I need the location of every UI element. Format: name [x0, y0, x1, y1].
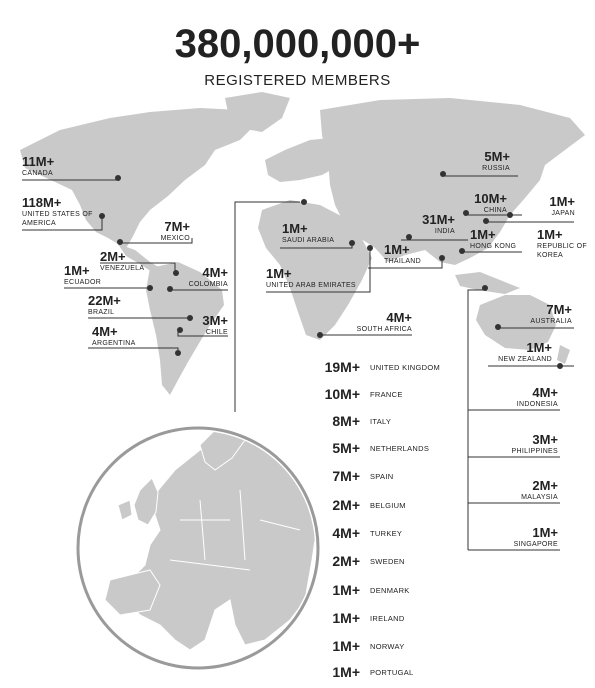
region-label-india: 31M+ INDIA — [422, 212, 455, 235]
region-label-uae: 1M+ UNITED ARAB EMIRATES — [266, 266, 356, 289]
region-label-china: 10M+ CHINA — [474, 191, 507, 214]
europe-row-norway: 1M+ NORWAY — [332, 638, 405, 654]
region-label-japan: 1M+ JAPAN — [549, 194, 575, 217]
europe-row-turkey: 4M+ TURKEY — [332, 525, 403, 541]
newzealand-shape — [557, 345, 570, 364]
north-america-shape — [20, 108, 255, 250]
region-label-venezuela: 2M+ VENEZUELA — [100, 249, 145, 272]
europe-zoom — [78, 428, 318, 668]
region-label-indonesia: 4M+ INDONESIA — [516, 385, 558, 408]
region-label-australia: 7M+ AUSTRALIA — [530, 302, 572, 325]
region-label-newzealand: 1M+ NEW ZEALAND — [498, 340, 552, 363]
region-label-colombia: 4M+ COLOMBIA — [188, 265, 228, 288]
region-label-brazil: 22M+ BRAZIL — [88, 293, 121, 316]
europe-row-netherlands: 5M+ NETHERLANDS — [332, 440, 430, 456]
region-label-canada: 11M+ CANADA — [22, 154, 55, 177]
region-label-usa: 118M+ UNITED STATES OF AMERICA — [22, 195, 93, 227]
region-label-saudi: 1M+ SAUDI ARABIA — [282, 221, 335, 244]
europe-row-italy: 8M+ ITALY — [332, 413, 392, 429]
europe-row-sweden: 2M+ SWEDEN — [332, 553, 405, 569]
region-label-singapore: 1M+ SINGAPORE — [513, 525, 558, 548]
region-label-hongkong: 1M+ HONG KONG — [470, 227, 517, 250]
europe-row-france: 10M+ FRANCE — [324, 386, 403, 402]
europe-row-portugal: 1M+ PORTUGAL — [332, 664, 414, 680]
europe-row-belgium: 2M+ BELGIUM — [332, 497, 406, 513]
region-label-thailand: 1M+ THAILAND — [384, 242, 422, 265]
europe-row-spain: 7M+ SPAIN — [332, 468, 394, 484]
region-label-malaysia: 2M+ MALAYSIA — [521, 478, 558, 501]
total-members-label: REGISTERED MEMBERS — [204, 72, 391, 89]
region-label-mexico: 7M+ MEXICO — [160, 219, 190, 242]
islands-shape — [455, 272, 520, 294]
europe-row-ireland: 1M+ IRELAND — [332, 610, 405, 626]
total-members-count: 380,000,000+ — [174, 22, 421, 66]
region-label-russia: 5M+ RUSSIA — [482, 149, 510, 172]
region-label-southafrica: 4M+ SOUTH AFRICA — [356, 310, 412, 333]
region-label-ecuador: 1M+ ECUADOR — [64, 263, 102, 286]
region-label-korea: 1M+ REPUBLIC OF KOREA — [537, 227, 587, 259]
europe-row-uk: 19M+ UNITED KINGDOM — [324, 359, 441, 375]
region-label-chile: 3M+ CHILE — [202, 313, 228, 336]
region-label-philippines: 3M+ PHILIPPINES — [511, 432, 558, 455]
region-label-argentina: 4M+ ARGENTINA — [92, 324, 136, 347]
europe-row-denmark: 1M+ DENMARK — [332, 582, 410, 598]
